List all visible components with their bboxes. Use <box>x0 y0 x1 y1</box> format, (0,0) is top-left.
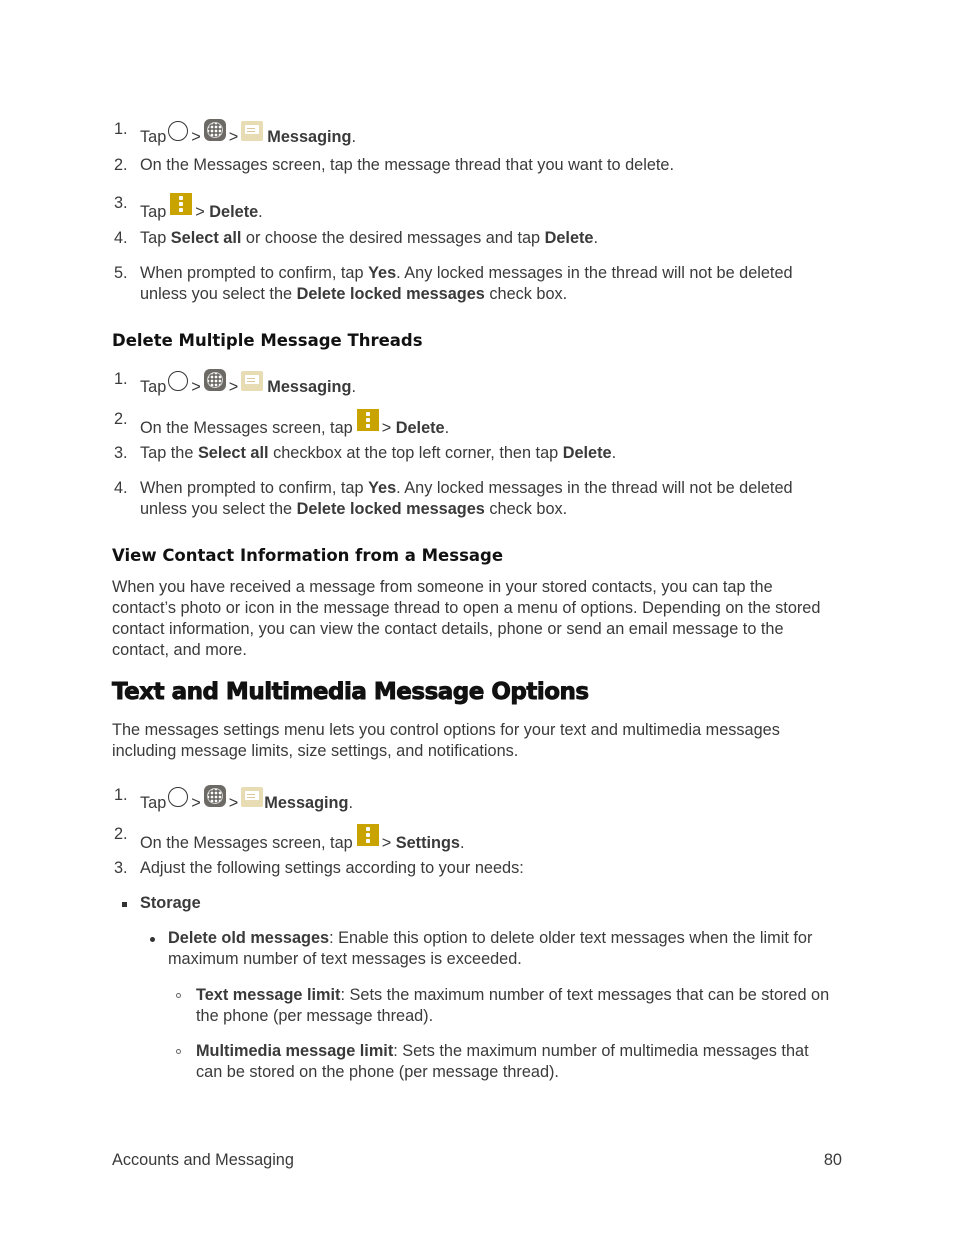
dot-bullet-icon <box>150 937 155 942</box>
home-icon <box>168 121 188 141</box>
menu-icon <box>357 824 379 846</box>
circle-bullet-icon <box>176 993 181 998</box>
footer-section-name: Accounts and Messaging <box>112 1151 294 1169</box>
menu-icon <box>170 193 192 215</box>
body-paragraph: The messages settings menu lets you control options for your text and multimedia messages including message limits, size settings, and notifications. <box>112 721 780 760</box>
messaging-icon <box>241 371 263 391</box>
page-title: Text and Multimedia Message Options <box>112 679 589 705</box>
circle-bullet-icon <box>176 1049 181 1054</box>
square-bullet-icon <box>122 902 127 907</box>
section-heading: Delete Multiple Message Threads <box>112 331 423 350</box>
section-heading: View Contact Information from a Message <box>112 546 504 565</box>
menu-icon <box>357 409 379 431</box>
apps-icon <box>204 369 226 391</box>
apps-icon <box>204 119 226 141</box>
page-number: 80 <box>823 1151 842 1169</box>
home-icon <box>168 371 188 391</box>
body-paragraph: When you have received a message from someone in your stored contacts, you can tap the contact’s photo or icon in the message thread to open a menu of options. Depending on the stored contact information, you can view the contact details, phone or send an email message to the contact, and more. <box>112 578 821 659</box>
messaging-icon <box>241 121 263 141</box>
apps-icon <box>204 785 226 807</box>
messaging-icon <box>241 787 263 807</box>
home-icon <box>168 787 188 807</box>
